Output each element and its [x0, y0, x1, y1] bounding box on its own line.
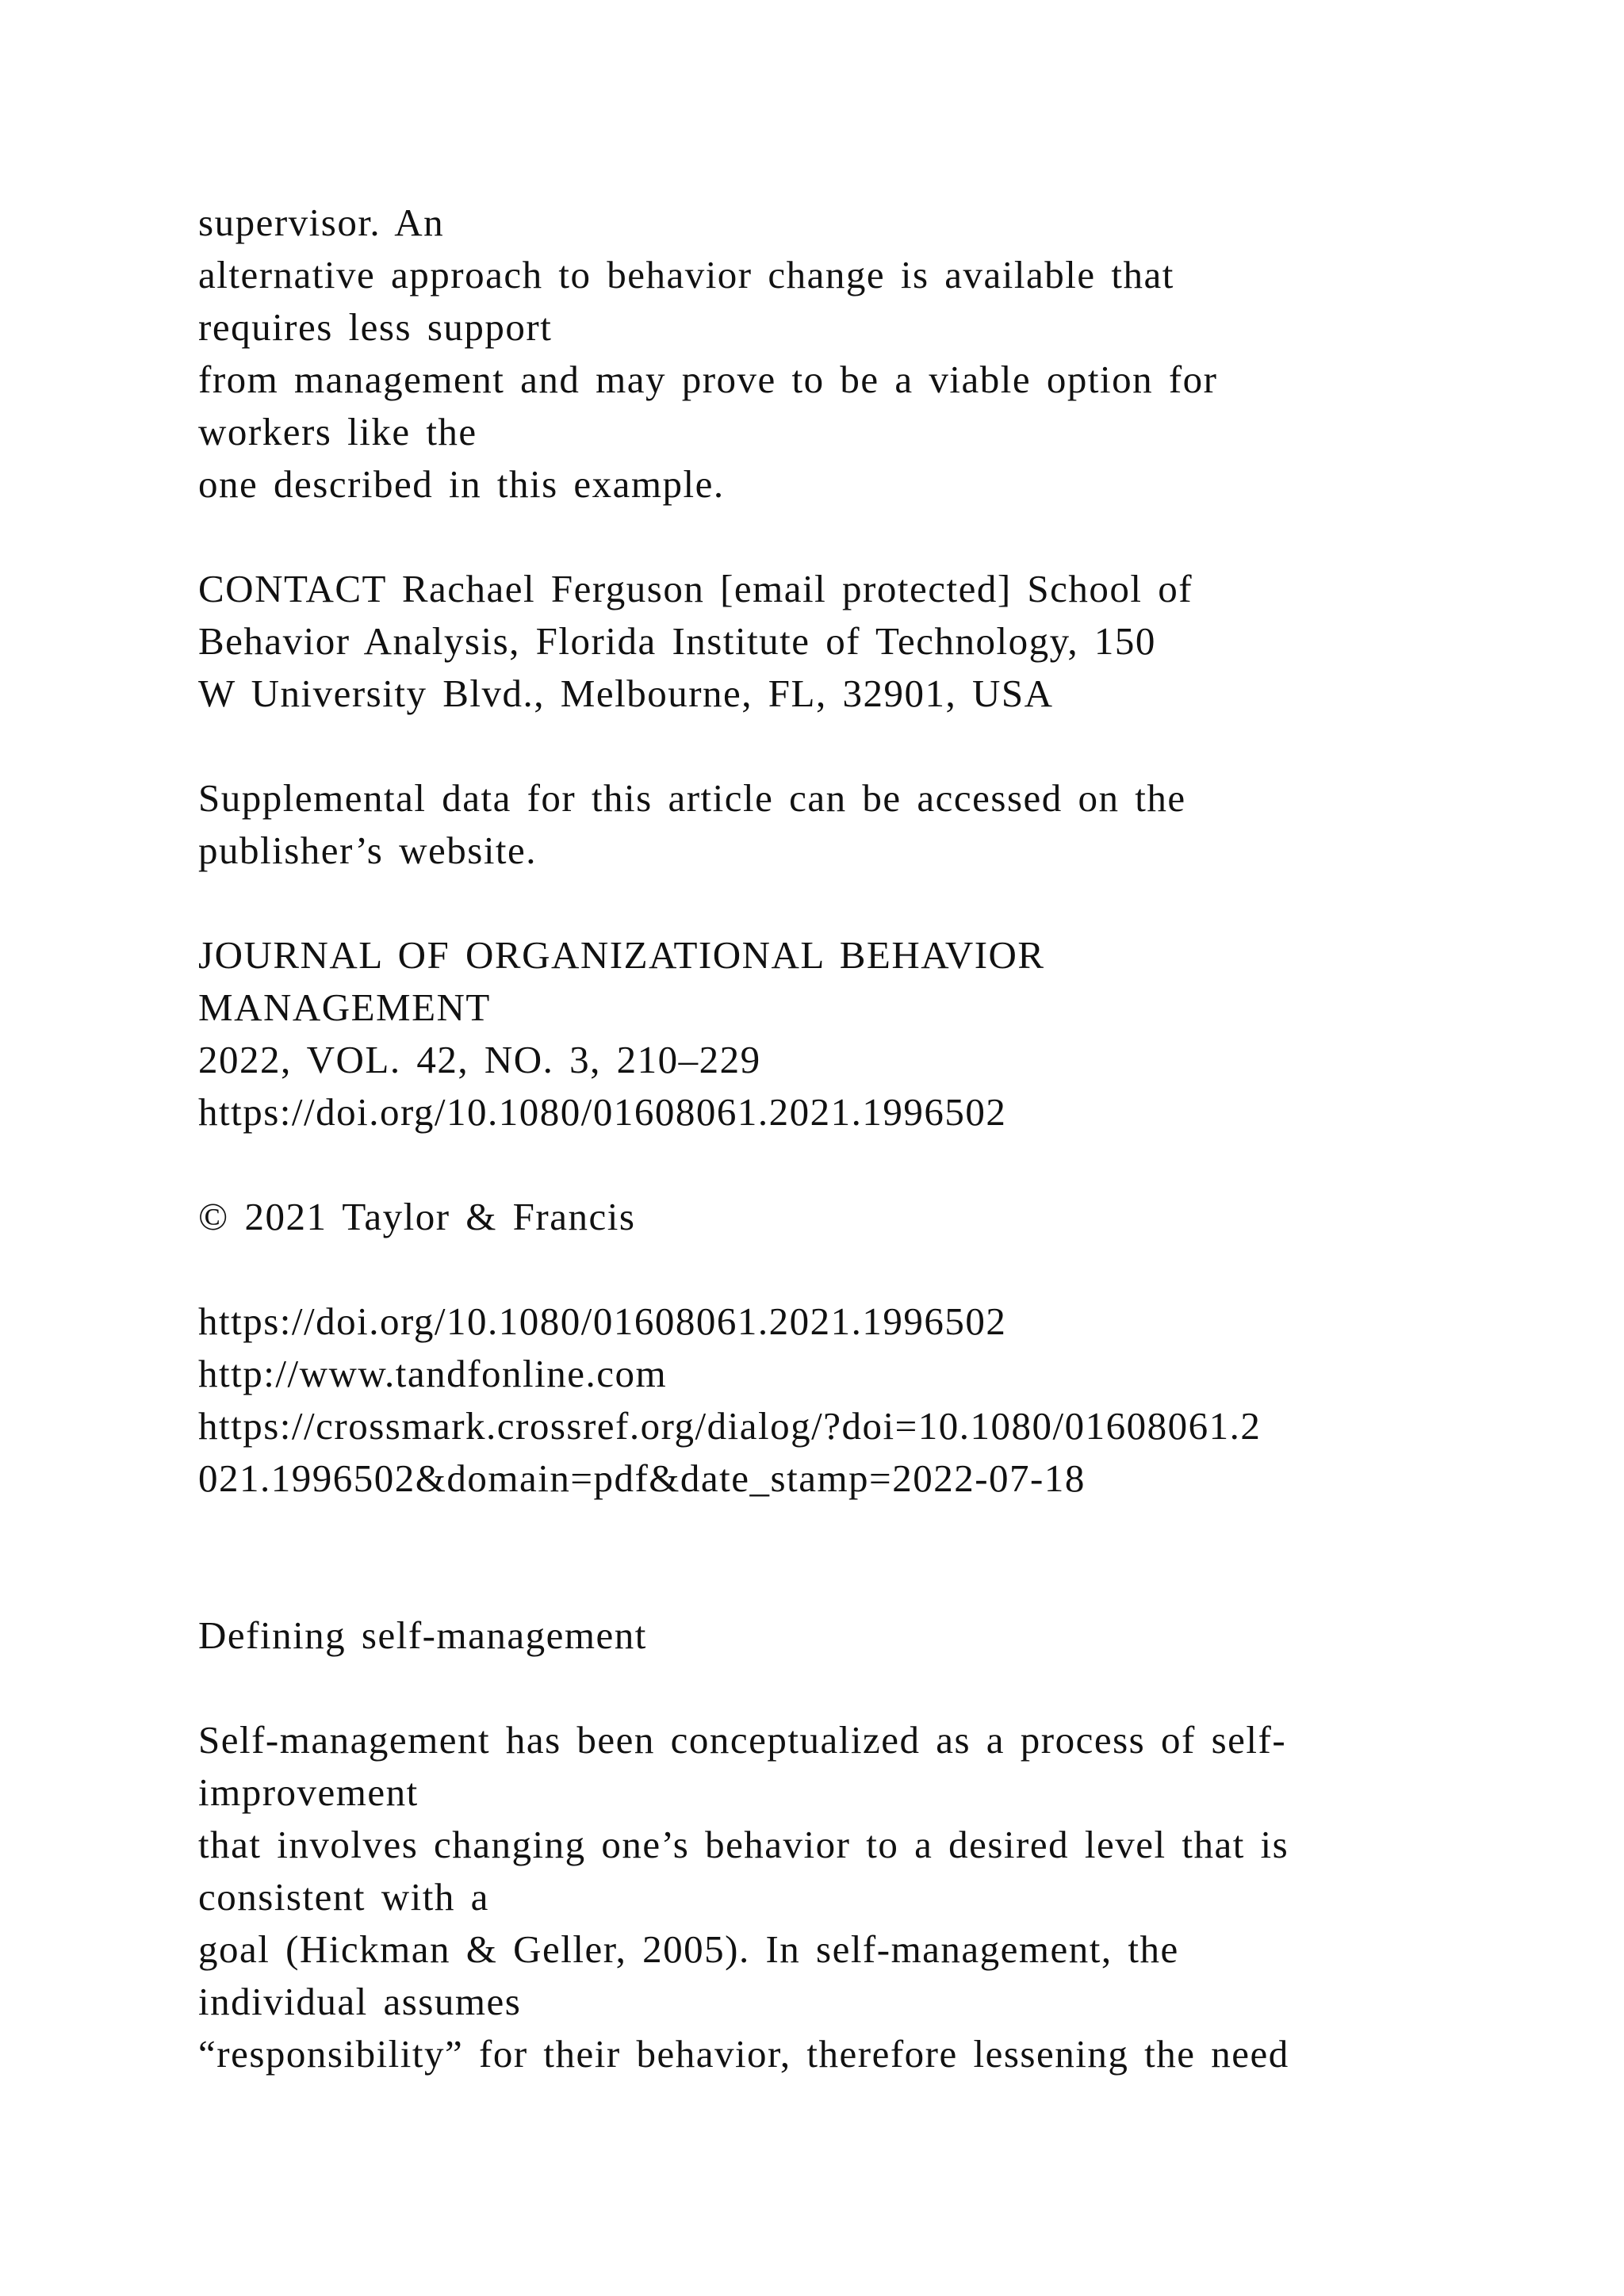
section-heading-block — [198, 1609, 1467, 1662]
text-line: from management and may prove to be a viable option for — [198, 358, 1218, 401]
url-line: 021.1996502&domain=pdf&date_stamp=2022-07-18 — [198, 1456, 1086, 1500]
text-line: improvement — [198, 1770, 419, 1814]
section-heading: Defining self-management — [198, 1613, 647, 1657]
text-line: W University Blvd., Melbourne, FL, 32901, USA — [198, 672, 1054, 715]
spacer — [198, 1243, 1467, 1295]
copyright-notice — [198, 1191, 1467, 1243]
journal-volume-line: 2022, VOL. 42, NO. 3, 210–229 — [198, 1038, 761, 1081]
document-page — [198, 197, 1467, 2080]
journal-info — [198, 929, 1467, 1138]
journal-title-line: MANAGEMENT — [198, 985, 491, 1029]
spacer — [198, 511, 1467, 563]
url-line: https://doi.org/10.1080/01608061.2021.1996502 — [198, 1299, 1007, 1343]
text-line: CONTACT Rachael Ferguson [email protected] School of — [198, 567, 1193, 610]
link-list — [198, 1295, 1467, 1505]
url-line: https://crossmark.crossref.org/dialog/?doi=10.1080/01608061.2 — [198, 1404, 1262, 1448]
journal-title-line: JOURNAL OF ORGANIZATIONAL BEHAVIOR — [198, 933, 1045, 977]
intro-paragraph — [198, 197, 1467, 511]
spacer — [198, 1505, 1467, 1609]
text-line: publisher’s website. — [198, 828, 538, 872]
contact-info — [198, 563, 1467, 720]
spacer — [198, 720, 1467, 772]
spacer — [198, 1662, 1467, 1714]
section-paragraph — [198, 1714, 1467, 2080]
text-line: “responsibility” for their behavior, therefore lessening the need — [198, 2032, 1289, 2076]
text-line: Behavior Analysis, Florida Institute of Technology, 150 — [198, 619, 1156, 663]
text-line: consistent with a — [198, 1875, 489, 1919]
text-line: individual assumes — [198, 1980, 522, 2023]
text-line: goal (Hickman & Geller, 2005). In self-management, the — [198, 1927, 1179, 1971]
text-line: one described in this example. — [198, 462, 725, 506]
supplemental-note — [198, 772, 1467, 877]
text-line: Supplemental data for this article can be accessed on the — [198, 776, 1186, 820]
text-line: alternative approach to behavior change is available that — [198, 253, 1174, 297]
text-line: workers like the — [198, 410, 477, 453]
text-line: Self-management has been conceptualized as a process of self- — [198, 1718, 1287, 1762]
doi-line: https://doi.org/10.1080/01608061.2021.1996502 — [198, 1090, 1007, 1134]
spacer — [198, 1138, 1467, 1191]
text-line: supervisor. An — [198, 201, 445, 244]
text-line: requires less support — [198, 305, 553, 349]
text-line: that involves changing one’s behavior to a desired level that is — [198, 1823, 1289, 1866]
url-line: http://www.tandfonline.com — [198, 1352, 668, 1395]
copyright-text: © 2021 Taylor & Francis — [198, 1195, 636, 1238]
spacer — [198, 877, 1467, 929]
